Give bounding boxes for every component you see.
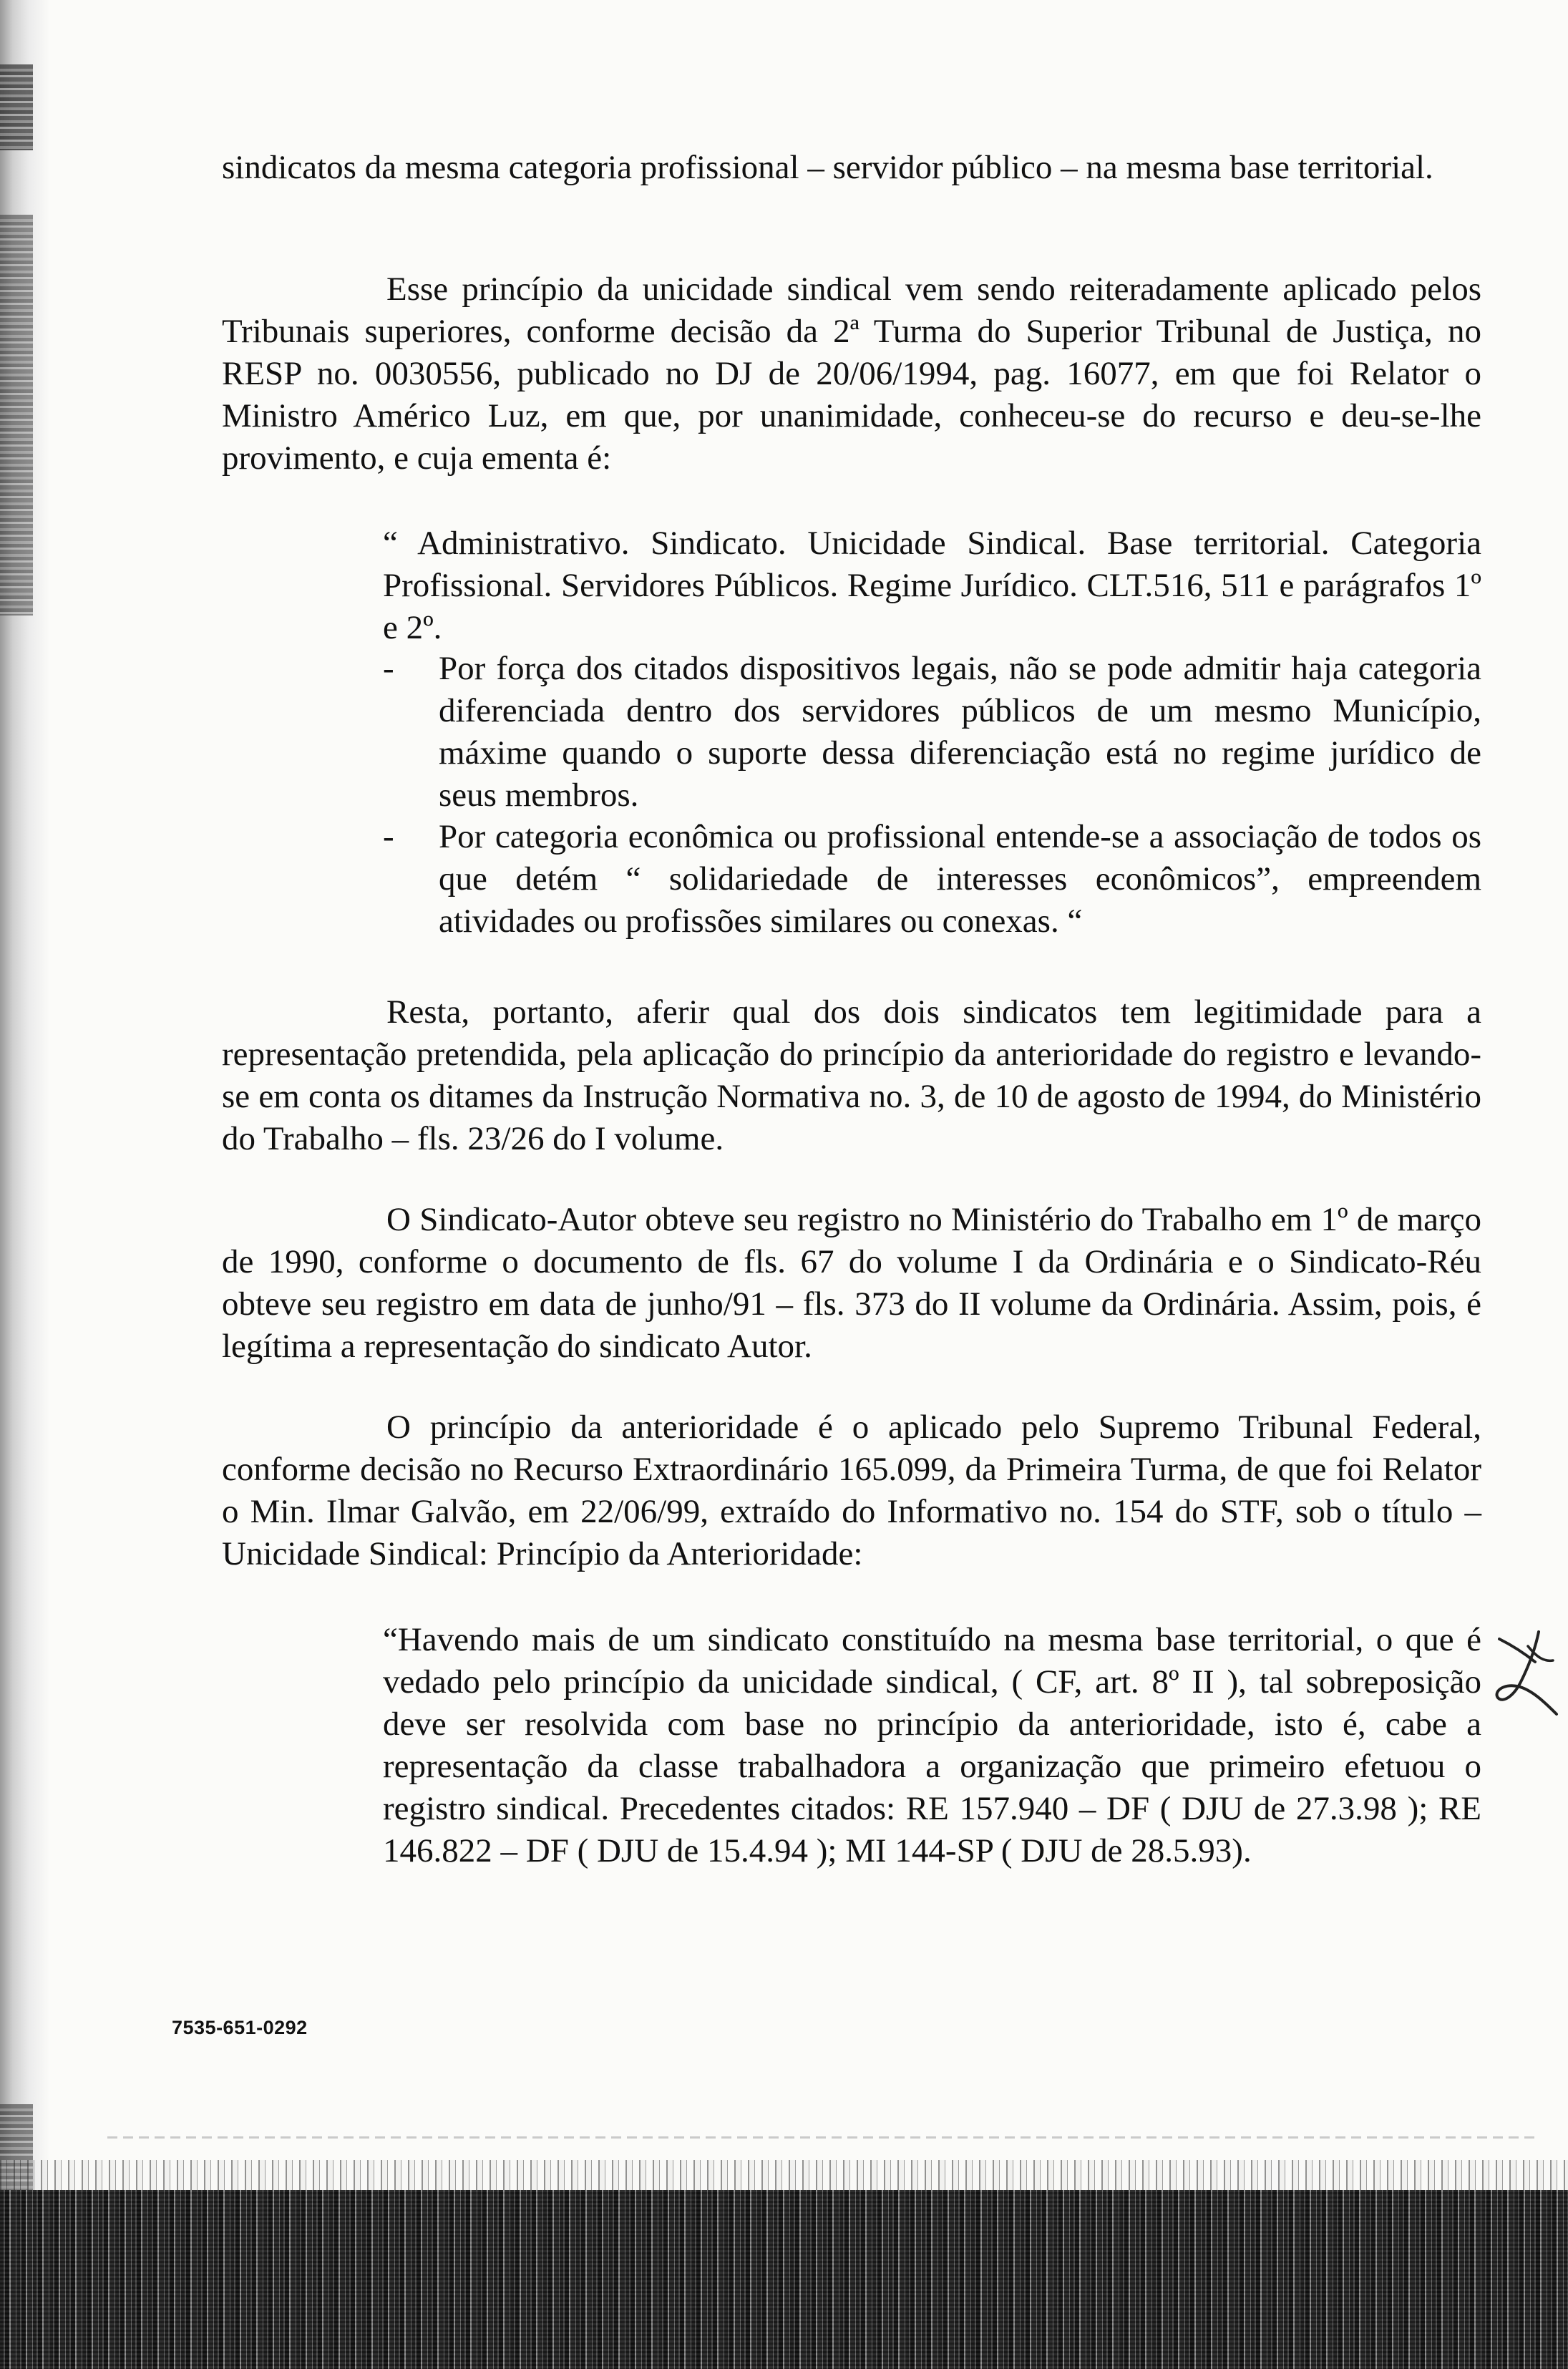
list-item — [383, 816, 1481, 943]
bullet-dash: - — [383, 650, 394, 687]
list-item — [383, 648, 1481, 817]
bullet-text: Por força dos citados dispositivos legais, não se pode admitir haja categoria diferenciada dentro dos servidores públicos de um mesmo Município, máxime quando o suporte dessa diferenciação está no regime jurídico de seus membros. — [439, 650, 1481, 814]
paragraph-unicidade: Esse princípio da unicidade sindical vem sendo reiteradamente aplicado pelos Tribunais superiores, conforme decisão da 2ª Turma do Superior Tribunal de Justiça, no RESP no. 0030556, publicado no DJ de 20/06/1994, pag. 16077, em que foi Relator o Ministro Américo Luz, em que, por unanimidade, conheceu-se do recurso e deu-se-lhe provimento, e cuja ementa é: — [222, 271, 1481, 477]
scan-bottom-artifact — [0, 2190, 1568, 2369]
paragraph-anterioridade: O princípio da anterioridade é o aplicado pelo Supremo Tribunal Federal, conforme decisão no Recurso Extraordinário 165.099, da Primeira Turma, de que foi Relator o Min. Ilmar Galvão, em 22/06/99, extraído do Informativo no. 154 do STF, sob o título – Unicidade Sindical: Princípio da Anterioridade: — [222, 1409, 1481, 1572]
paragraph-sindicato-autor: O Sindicato-Autor obteve seu registro no Ministério do Trabalho em 1º de março de 1990, conforme o documento de fls. 67 do volume I da Ordinária e o Sindicato-Réu obteve seu registro em data de junho/91 – fls. 373 do II volume da Ordinária. Assim, pois, é legítima a representação do sindicato Autor. — [222, 1201, 1481, 1365]
bullet-dash: - — [383, 818, 394, 855]
scan-faint-line — [107, 2136, 1539, 2139]
paragraph-resta: Resta, portanto, aferir qual dos dois sindicatos tem legitimidade para a representação pretendida, pela aplicação do princípio da anterioridade do registro e levando-se em conta os ditames da Instrução Normativa no. 3, de 10 de agosto de 1994, do Ministério do Trabalho – fls. 23/26 do I volume. — [222, 993, 1481, 1157]
bullet-text: Por categoria econômica ou profissional entende-se a associação de todos os que detém “ solidariedade de interesses econômicos”, empreendem atividades ou profissões similares ou conexas. “ — [439, 818, 1481, 940]
form-code: 7535-651-0292 — [172, 2017, 308, 2038]
scan-edge-artifact — [0, 215, 33, 616]
scan-edge-artifact — [0, 64, 33, 150]
paragraph-continuation: sindicatos da mesma categoria profissional – servidor público – na mesma base territorial. — [222, 149, 1433, 186]
quote-ementa: “ Administrativo. Sindicato. Unicidade Sindical. Base territorial. Categoria Profissional. Servidores Públicos. Regime Jurídico. CLT.516, 511 e parágrafos 1º e 2º. — [383, 525, 1481, 646]
quote-stf: “Havendo mais de um sindicato constituído na mesma base territorial, o que é vedado pelo princípio da unicidade sindical, ( CF, art. 8º II ), tal sobreposição deve ser resolvida com base no princípio da anterioridade, isto é, cabe a representação da classe trabalhadora a organização que primeiro efetuou o registro sindical. Precedentes citados: RE 157.940 – DF ( DJU de 27.3.98 ); RE 146.822 – DF ( DJU de 15.4.94 ); MI 144-SP ( DJU de 28.5.93). — [383, 1621, 1481, 1869]
handwritten-initials-mark — [1485, 1618, 1564, 1732]
